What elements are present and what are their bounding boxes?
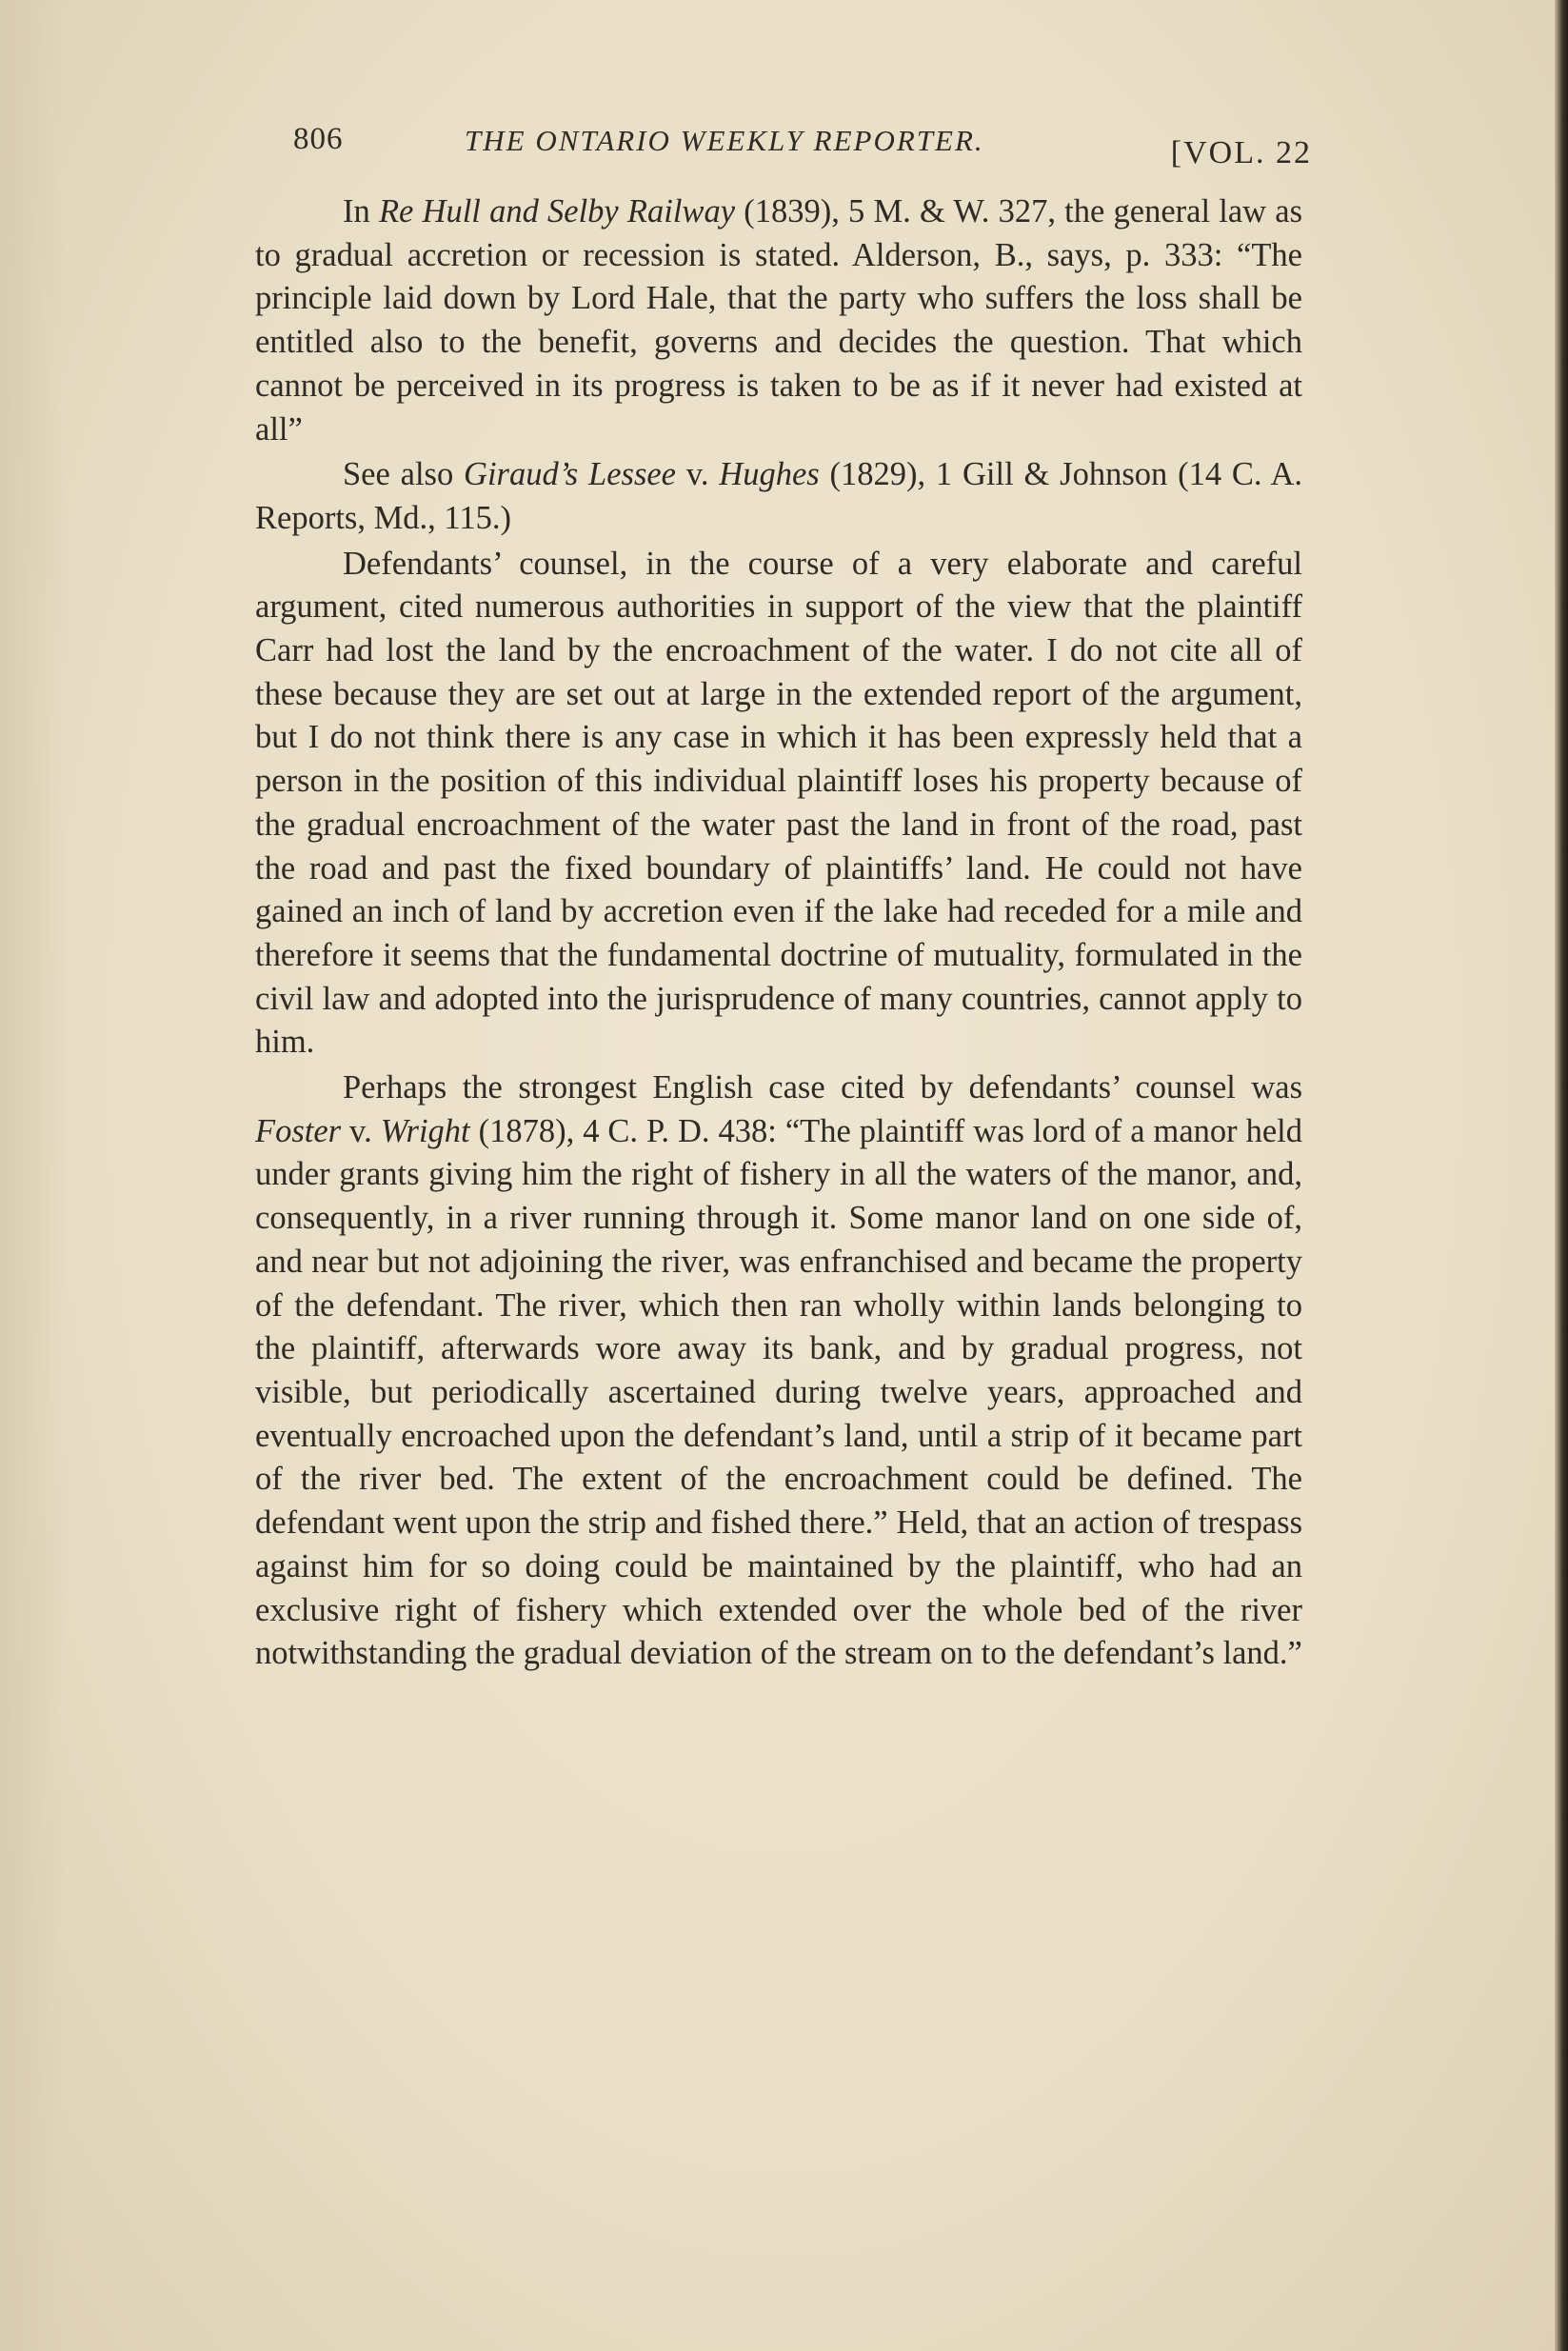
text-run: Perhaps the strongest English case cited by defendants’ counsel was <box>343 1069 1302 1106</box>
page-edge <box>1555 0 1568 2351</box>
case-name: Giraud’s Lessee <box>464 456 676 493</box>
text-run: v. <box>676 456 720 493</box>
case-name: Re Hull and Selby Railway <box>378 193 736 229</box>
page-number: 806 <box>293 122 344 156</box>
spine-shadow <box>0 0 67 2351</box>
paragraph <box>255 453 1302 540</box>
paragraph <box>255 190 1302 451</box>
page-header <box>293 122 1312 183</box>
text-run: (1839), 5 M. & W. 327, the general law as to gradual accretion or recession is stated. Alderson, B., says, p. 333: “The principle laid down by Lord Hale, that the party who suffers the loss shall be entitled also to the benefit, governs and decides the question. That which cannot be perceived in its progress is taken to be as if it never had existed at all” <box>255 193 1302 448</box>
case-name: Wright <box>380 1112 470 1149</box>
running-title: THE ONTARIO WEEKLY REPORTER. <box>465 124 984 157</box>
volume-label: [VOL. 22 <box>1170 135 1312 170</box>
text-run: See also <box>343 456 465 493</box>
text-run: v. <box>341 1112 381 1149</box>
case-name: Hughes <box>719 456 820 493</box>
text-run: (1878), 4 C. P. D. 438: “The plaintiff was lord of a manor held under grants giving him the right of fishery in all the waters of the manor, and, consequently, in a river running through it. Some manor land on one side of, and near but not adjoining the river, was enfranchised and became the property of the defendant. The river, which then ran wholly within lands belonging to the plaintiff, afterwards wore away its bank, and by gradual progress, not visible, but periodically ascertained during twelve years, approached and eventually encroached upon the defendant’s land, until a strip of it became part of the river bed. The extent of the encroachment could be defined. The defendant went upon the strip and fished there.” Held, that an action of trespass against him for so doing could be maintained by the plaintiff, who had an exclusive right of fishery which extended over the whole bed of the river notwithstanding the gradual deviation of the stream on to the defendant’s land.” <box>255 1112 1303 1672</box>
body-text <box>255 190 1302 1678</box>
paragraph: Defendants’ counsel, in the course of a very elaborate and careful argument, cited numerous authorities in support of the view that the plaintiff Carr had lost the land by the encroachment of the water. I do not cite all of these because they are set out at large in the extended report of the argument, but I do not think there is any case in which it has been expressly held that a person in the position of this individual plaintiff loses his property because of the gradual encroachment of the water past the land in front of the road, past the road and past the fixed boundary of plaintiffs’ land. He could not have gained an inch of land by accretion even if the lake had receded for a mile and therefore it seems that the fundamental doctrine of mutuality, formulated in the civil law and adopted into the jurisprudence of many countries, cannot apply to him. <box>255 545 1302 1061</box>
text-run: In <box>343 193 379 229</box>
case-name: Foster <box>255 1112 342 1149</box>
paragraph <box>255 1066 1302 1676</box>
text-run: (1829), 1 Gill & Johnson (14 C. A. Reports, Md., 115.) <box>255 456 1302 536</box>
